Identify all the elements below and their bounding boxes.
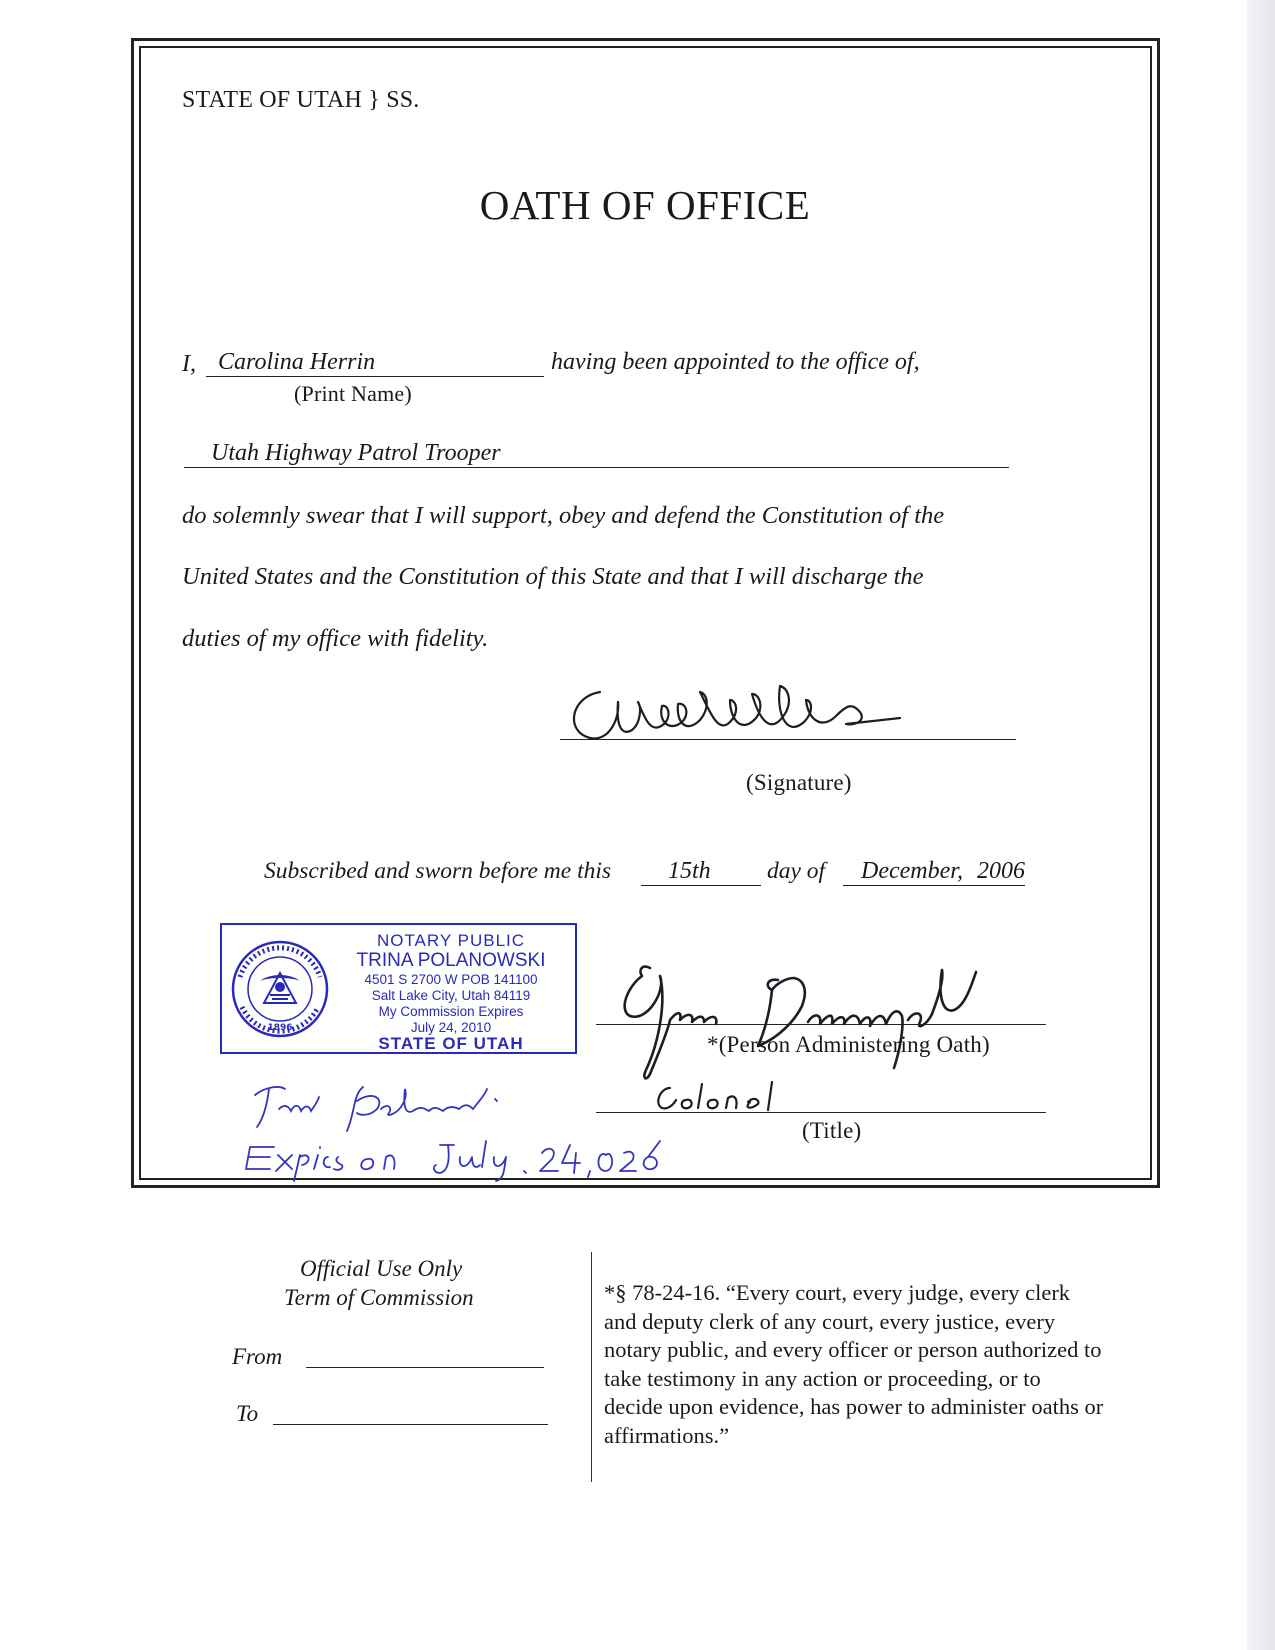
title-handwriting bbox=[650, 1080, 780, 1120]
stamp-line4: Salt Lake City, Utah 84119 bbox=[371, 988, 531, 1003]
from-label: From bbox=[232, 1344, 283, 1369]
oath-prefix: I, bbox=[182, 351, 196, 377]
notary-expiry-handwriting bbox=[240, 1135, 680, 1185]
oath-body-line1: do solemnly swear that I will support, obey and defend the Constitution of the bbox=[182, 502, 945, 529]
month-year-field bbox=[843, 857, 1025, 886]
to-line bbox=[273, 1424, 548, 1425]
stamp-line5: My Commission Expires bbox=[378, 1004, 524, 1019]
from-line bbox=[306, 1367, 544, 1368]
signature-label: (Signature) bbox=[746, 770, 852, 795]
stamp-line2: TRINA POLANOWSKI bbox=[356, 950, 546, 971]
stamp-line7: STATE OF UTAH bbox=[378, 1034, 524, 1053]
notary-stamp bbox=[220, 923, 577, 1054]
stamp-line1: NOTARY PUBLIC bbox=[376, 931, 526, 950]
day-field bbox=[641, 857, 761, 886]
administrator-signature-line bbox=[596, 1024, 1046, 1025]
official-use-heading: Official Use Only bbox=[300, 1256, 463, 1281]
month-value: December, bbox=[861, 858, 963, 884]
oath-body-line2: United States and the Constitution of this State and that I will discharge the bbox=[182, 563, 924, 590]
term-heading: Term of Commission bbox=[284, 1285, 474, 1310]
print-name-label: (Print Name) bbox=[294, 381, 412, 406]
state-line: STATE OF UTAH } SS. bbox=[182, 87, 420, 113]
day-value: 15th bbox=[668, 858, 711, 884]
office-field bbox=[184, 439, 1009, 468]
office-value: Utah Highway Patrol Trooper bbox=[211, 440, 501, 466]
title-line bbox=[596, 1112, 1046, 1113]
administrator-label: *(Person Administering Oath) bbox=[707, 1032, 990, 1057]
stamp-line3: 4501 S 2700 W POB 141100 bbox=[364, 972, 538, 987]
sworn-prefix: Subscribed and sworn before me this bbox=[264, 858, 612, 884]
signature-line bbox=[560, 739, 1016, 740]
administrator-signature bbox=[608, 950, 1008, 1095]
name-value: Carolina Herrin bbox=[218, 349, 376, 375]
to-label: To bbox=[236, 1401, 259, 1426]
notary-signature bbox=[245, 1075, 525, 1135]
page-title: OATH OF OFFICE bbox=[479, 182, 811, 228]
title-label: (Title) bbox=[802, 1118, 862, 1143]
section-divider bbox=[591, 1252, 592, 1482]
stamp-line6: July 24, 2010 bbox=[410, 1020, 492, 1035]
oath-body-line3: duties of my office with fidelity. bbox=[182, 625, 489, 652]
name-field bbox=[206, 348, 544, 377]
appointed-text: having been appointed to the office of, bbox=[551, 349, 920, 375]
seal-year: 1896 bbox=[267, 1023, 293, 1033]
statute-text: *§ 78-24-16. “Every court, every judge, every clerk and deputy clerk of any court, every justice, every notary public, and every officer or person authorized to take testimony in any action or proceeding, or to decide upon evidence, has power to administer oaths or affirmations.” bbox=[604, 1280, 1104, 1448]
scan-edge-shadow bbox=[1247, 0, 1275, 1650]
day-of-text: day of bbox=[767, 858, 826, 884]
year-value: 2006 bbox=[976, 858, 1025, 884]
state-seal bbox=[230, 937, 330, 1041]
appointee-signature bbox=[560, 672, 900, 752]
